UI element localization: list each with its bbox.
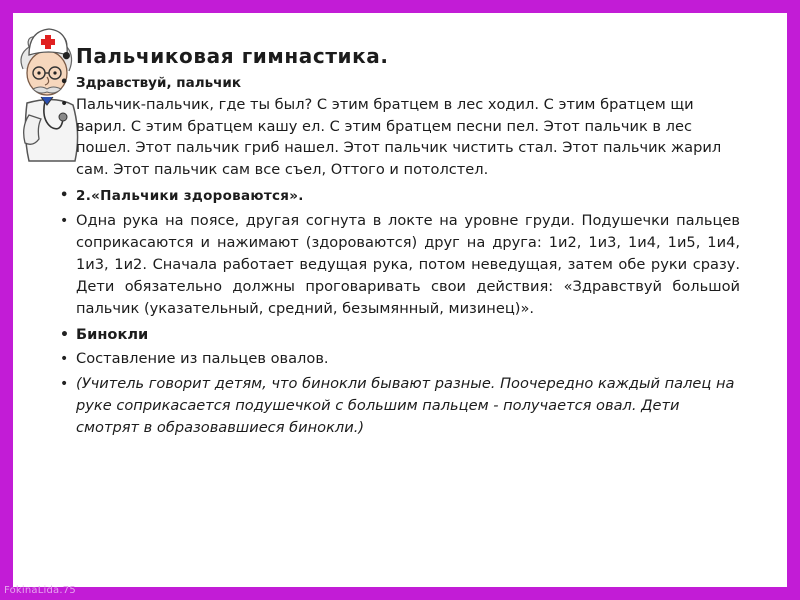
content-list	[60, 41, 740, 439]
section3-paragraph	[60, 348, 740, 370]
bullet-icon: •	[60, 75, 69, 90]
bullet-icon: •	[60, 44, 74, 68]
slide-title	[60, 41, 740, 71]
slide-canvas	[13, 13, 787, 587]
bullet-icon: •	[60, 351, 69, 367]
bullet-icon: •	[60, 188, 69, 203]
section3-heading	[60, 324, 740, 346]
section2-heading-text: 2.«Пальчики здороваются».	[76, 188, 304, 204]
section3-note	[60, 373, 740, 439]
bullet-icon: •	[60, 376, 69, 392]
section3-note-text: (Учитель говорит детям, что бинокли бывают разные. Поочередно каждый палец на руке соприкасается подушечкой с большим пальцем - получается овал. Дети смотрят в образовавшиеся бинокли.)	[76, 375, 735, 436]
section3-heading-text: Бинокли	[76, 326, 149, 343]
section2-paragraph	[60, 210, 740, 320]
section3-text: Составление из пальцев овалов.	[76, 350, 329, 367]
bullet-icon: •	[60, 96, 69, 112]
section1-paragraph	[60, 94, 740, 180]
title-text: Пальчиковая гимнастика.	[76, 44, 389, 68]
bullet-icon: •	[60, 213, 69, 229]
section1-heading-text: Здравствуй, пальчик	[76, 75, 242, 91]
section1-heading	[60, 73, 740, 93]
section1-text: Пальчик-пальчик, где ты был? С этим братцем в лес ходил. С этим братцем щи варил. С этим братцем кашу ел. С этим братцем песни пел. Этот пальчик в лес пошел. Этот пальчик гриб нашел. Этот пальчик чистить стал. Этот пальчик жарил сам. Этот пальчик сам все съел, Оттого и потолстел.	[76, 96, 722, 178]
section2-heading	[60, 185, 740, 207]
section2-text: Одна рука на поясе, другая согнута в локте на уровне груди. Подушечки пальцев соприкасаются и нажимают (здороваются) друг на друга: 1и2, 1и3, 1и4, 1и5, 1и4, 1и3, 1и2. Сначала работает ведущая рука, потом неведущая, затем обе руки сразу. Дети обязательно должны проговаривать свои действия: «Здравствуй большой пальчик (указательный, средний, безымянный, мизинец)».	[76, 212, 740, 317]
watermark: FokinaLida.75	[4, 585, 76, 596]
bullet-icon: •	[60, 327, 69, 343]
